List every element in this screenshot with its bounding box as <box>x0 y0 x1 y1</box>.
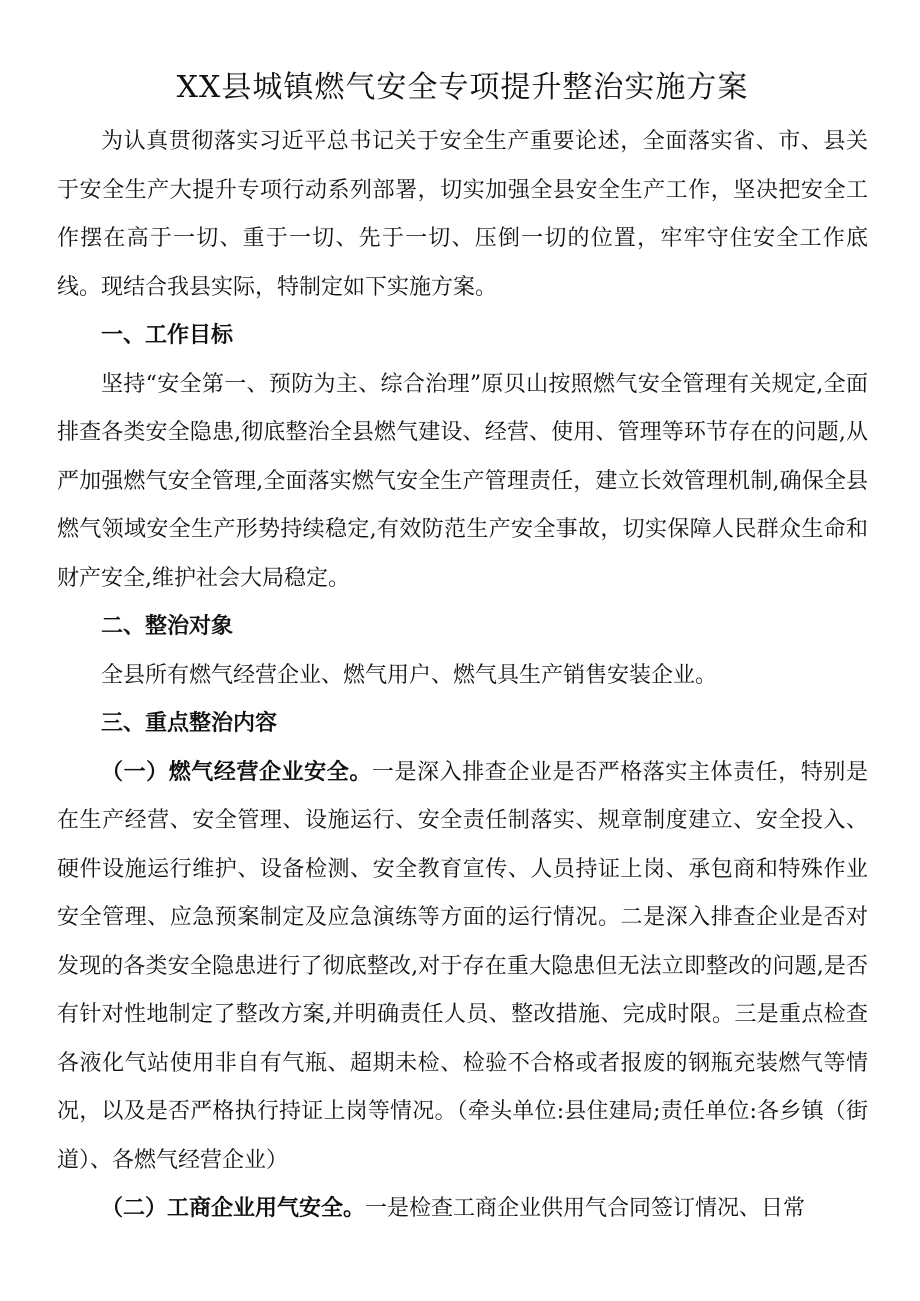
subsection-body-commercial-gas: 一是检查工商企业供用气合同签订情况、日常 <box>365 1196 806 1221</box>
subsection-commercial-gas <box>57 1185 868 1234</box>
subsection-lead-commercial-gas: （二）工商企业用气安全。 <box>101 1196 366 1221</box>
section-heading-targets: 二、整治对象 <box>101 614 234 639</box>
document-title: XX县城镇燃气安全专项提升整治实施方案 <box>176 70 749 105</box>
subsection-gas-operators <box>57 749 868 1186</box>
subsection-body-gas-operators: 一是深入排查企业是否严格落实主体责任，特别是在生产经营、安全管理、设施运行、安全责任制落实、规章制度建立、安全投入、硬件设施运行维护、设备检测、安全教育宣传、人员持证上岗、承包商和特殊作业安全管理、应急预案制定及应急演练等方面的运行情况。二是深入排查企业是否对发现的各类安全隐患进行了彻底整改,对于存在重大隐患但无法立即整改的问题,是否有针对性地制定了整改方案,并明确责任人员、整改措施、完成时限。三是重点检查各液化气站使用非自有气瓶、超期未检、检验不合格或者报废的钢瓶充装燃气等情况，以及是否严格执行持证上岗等情况。（牵头单位:县住建局;责任单位:各乡镇（街道）、各燃气经营企业） <box>57 759 868 1173</box>
section-body-targets: 全县所有燃气经营企业、燃气用户、燃气具生产销售安装企业。 <box>101 662 718 688</box>
section-body-goals: 坚持“安全第一、预防为主、综合治理”原贝山按照燃气安全管理有关规定,全面排查各类安全隐患,彻底整治全县燃气建设、经营、使用、管理等环节存在的问题,从严加强燃气安全管理,全面落实燃气安全生产管理责任，建立长效管理机制,确保全县燃气领域安全生产形势持续稳定,有效防范生产安全事故，切实保障人民群众生命和财产安全,维护社会大局稳定。 <box>57 371 868 591</box>
section-heading-goals: 一、工作目标 <box>101 323 234 348</box>
subsection-lead-gas-operators: （一）燃气经营企业安全。 <box>101 759 372 785</box>
section-heading-key-content: 三、重点整治内容 <box>101 711 278 736</box>
intro-paragraph: 为认真贯彻落实习近平总书记关于安全生产重要论述，全面落实省、市、县关于安全生产大提升专项行动系列部署，切实加强全县安全生产工作，坚决把安全工作摆在高于一切、重于一切、先于一切、压倒一切的位置，牢牢守住安全工作底线。现结合我县实际，特制定如下实施方案。 <box>57 129 868 300</box>
